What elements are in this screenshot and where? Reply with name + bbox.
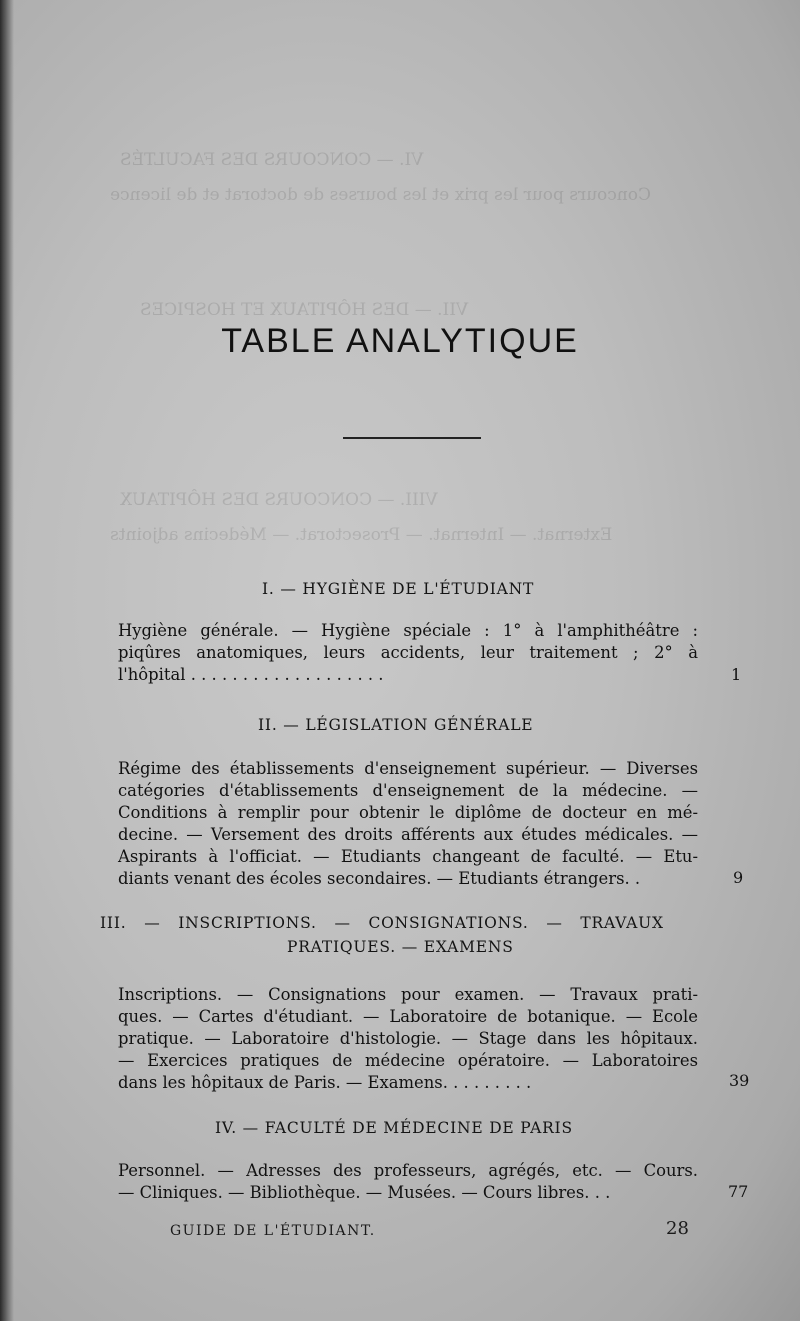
text-line: — Exercices pratiques de médecine opératoire. — Laboratoires [118, 1051, 698, 1070]
text-line: Aspirants à l'officiat. — Etudiants changeant de faculté. — Etu- [118, 847, 698, 866]
bleed-through-text: Externat. — Internat. — Prosectorat. — Médecins adjoints [110, 525, 613, 545]
title-rule [343, 437, 481, 439]
section-heading-4: IV. — FACULTÉ DE MÉDECINE DE PARIS [215, 1119, 573, 1137]
section-body-4 [118, 1160, 698, 1204]
bleed-through-text: VIII. — CONCOURS DES HÔPITAUX [120, 490, 438, 510]
running-footer: GUIDE DE L'ÉTUDIANT. [170, 1223, 376, 1239]
text-line: l'hôpital . . . . . . . . . . . . . . . . . . . [118, 665, 384, 684]
page-number-3: 39 [729, 1071, 750, 1090]
section-body-3 [118, 984, 698, 1094]
page-title: TABLE ANALYTIQUE [221, 322, 579, 360]
section-body-2 [118, 758, 698, 890]
text-line: diants venant des écoles secondaires. — Etudiants étrangers. . [118, 869, 641, 888]
text-line: Régime des établissements d'enseignement supérieur. — Diverses [118, 759, 698, 778]
section-heading-3-line1: III. — INSCRIPTIONS. — CONSIGNATIONS. — TRAVAUX [100, 914, 664, 932]
section-body-1 [118, 620, 698, 686]
text-line: ques. — Cartes d'étudiant. — Laboratoire de botanique. — Ecole [118, 1007, 698, 1026]
page-number-2: 9 [733, 868, 744, 887]
text-line: Personnel. — Adresses des professeurs, agrégés, etc. — Cours. [118, 1161, 698, 1180]
text-line: Hygiène générale. — Hygiène spéciale : 1° à l'amphithéâtre : [118, 621, 698, 640]
text-line: piqûres anatomiques, leurs accidents, leur traitement ; 2° à [118, 643, 698, 662]
text-line: Inscriptions. — Consignations pour examen. — Travaux prati- [118, 985, 698, 1004]
text-line: — Cliniques. — Bibliothèque. — Musées. — Cours libres. . . [118, 1183, 611, 1202]
page-number-4: 77 [728, 1182, 749, 1201]
section-heading-2: II. — LÉGISLATION GÉNÉRALE [258, 716, 534, 734]
text-line: decine. — Versement des droits afférents aux études médicales. — [118, 825, 698, 844]
text-line: Conditions à remplir pour obtenir le diplôme de docteur en mé- [118, 803, 698, 822]
section-heading-3-line2: PRATIQUES. — EXAMENS [287, 938, 514, 956]
signature-mark: 28 [666, 1218, 689, 1239]
section-heading-1: I. — HYGIÈNE DE L'ÉTUDIANT [262, 580, 535, 598]
text-line: pratique. — Laboratoire d'histologie. — Stage dans les hôpitaux. [118, 1029, 698, 1048]
text-line: catégories d'établissements d'enseignement de la médecine. — [118, 781, 698, 800]
page-edge-shadow [0, 0, 14, 1321]
bleed-through-text: VII. — DES HÔPITAUX ET HOSPICES [140, 300, 469, 320]
page-number-1: 1 [731, 665, 742, 684]
bleed-through-text: VI. — CONCOURS DES FACULTÉS [120, 150, 424, 170]
bleed-through-text: Concours pour les prix et les bourses de doctorat et de licence [110, 185, 652, 205]
text-line: dans les hôpitaux de Paris. — Examens. . . . . . . . . [118, 1073, 532, 1092]
